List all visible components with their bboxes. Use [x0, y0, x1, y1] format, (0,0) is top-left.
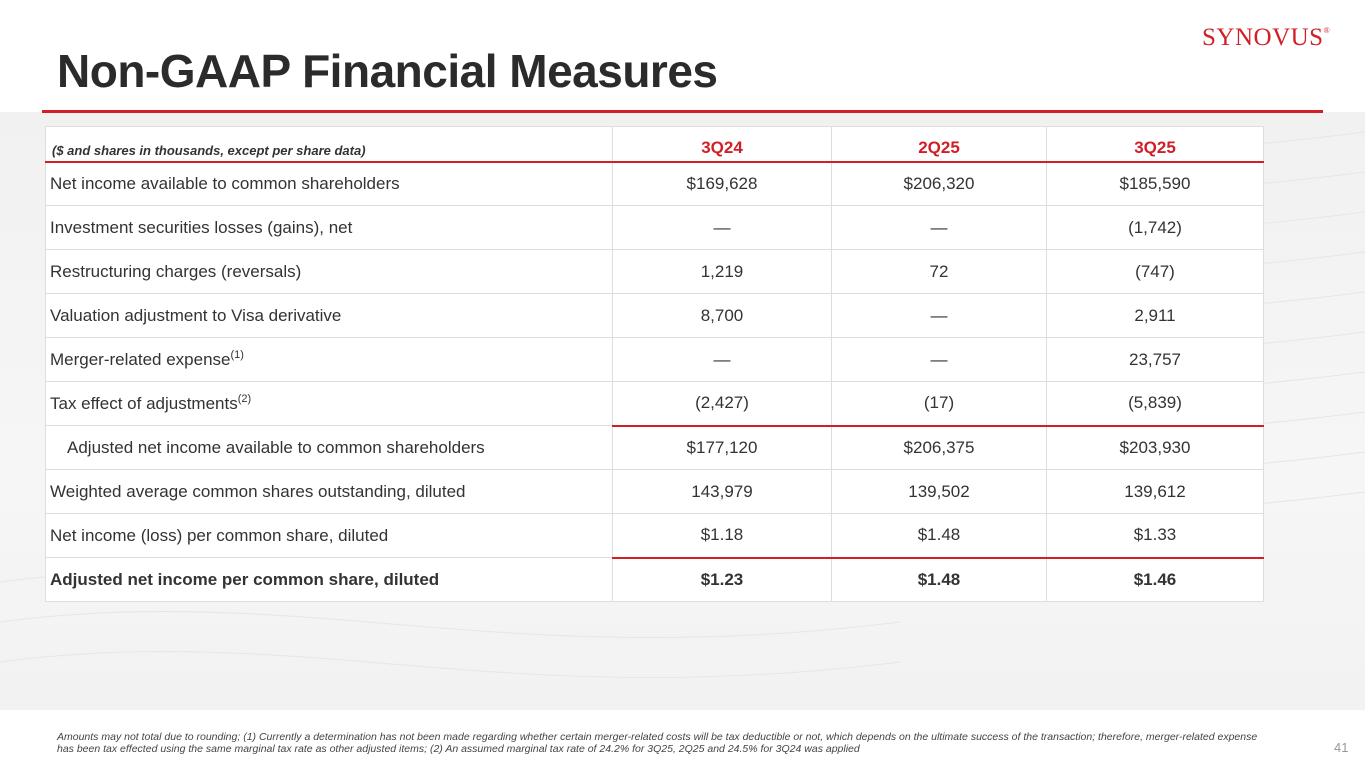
row-label: [46, 558, 613, 602]
table-row: [46, 162, 1264, 206]
cell-value: 139,612: [1047, 470, 1264, 514]
synovus-logo: [1202, 24, 1330, 52]
financial-table-container: [45, 126, 1263, 602]
row-label: [46, 206, 613, 250]
row-label: [46, 250, 613, 294]
cell-value: 2,911: [1047, 294, 1264, 338]
column-header: 3Q24: [613, 127, 832, 162]
cell-value: $1.48: [832, 514, 1047, 558]
row-label-text: Merger-related expense: [50, 349, 231, 369]
cell-value: (5,839): [1047, 382, 1264, 426]
table-header-row: [46, 127, 1264, 162]
table-row: [46, 470, 1264, 514]
cell-value: $1.23: [613, 558, 832, 602]
table-row: [46, 206, 1264, 250]
cell-value: $177,120: [613, 426, 832, 470]
table-row: [46, 338, 1264, 382]
cell-value: 1,219: [613, 250, 832, 294]
footnote-marker: (1): [230, 348, 244, 361]
row-label: [46, 470, 613, 514]
table-row: [46, 514, 1264, 558]
cell-value: $206,375: [832, 426, 1047, 470]
cell-value: 143,979: [613, 470, 832, 514]
footnote-text: Amounts may not total due to rounding; (1) Currently a determination has not been made regarding whether certain merger-related costs will be tax deductible or not, which depends on the ultimate success of the transaction; therefore, merger-related expense has been tax effected using the same marginal tax rate as other adjusted items; (2) An assumed marginal tax rate of 24.2% for 3Q25, 2Q25 and 24.5% for 3Q24 was applied: [57, 731, 1258, 755]
non-gaap-table: [45, 126, 1264, 602]
cell-value: —: [832, 294, 1047, 338]
cell-value: 72: [832, 250, 1047, 294]
column-header: 2Q25: [832, 127, 1047, 162]
cell-value: —: [613, 206, 832, 250]
cell-value: (1,742): [1047, 206, 1264, 250]
table-row: [46, 382, 1264, 426]
row-label-text: Tax effect of adjustments: [50, 393, 238, 413]
row-label: [46, 162, 613, 206]
column-header: 3Q25: [1047, 127, 1264, 162]
cell-value: 23,757: [1047, 338, 1264, 382]
table-row: [46, 294, 1264, 338]
row-label: [46, 426, 613, 470]
header-units-label: ($ and shares in thousands, except per share data): [46, 127, 613, 162]
page-number: 41: [1334, 740, 1349, 755]
cell-value: $1.46: [1047, 558, 1264, 602]
cell-value: $185,590: [1047, 162, 1264, 206]
row-label-text: Net income (loss) per common share, diluted: [50, 525, 389, 545]
table-row-subtotal: [46, 426, 1264, 470]
cell-value: $1.48: [832, 558, 1047, 602]
table-row-total: [46, 558, 1264, 602]
cell-value: (17): [832, 382, 1047, 426]
row-label-text: Investment securities losses (gains), net: [50, 217, 353, 237]
cell-value: $206,320: [832, 162, 1047, 206]
row-label-text: Weighted average common shares outstanding, diluted: [50, 481, 466, 501]
title-divider: [42, 110, 1323, 113]
table-row: [46, 250, 1264, 294]
row-label-text: Net income available to common shareholders: [50, 173, 400, 193]
logo-text: SYNOVUS: [1202, 24, 1324, 51]
row-label-text: Restructuring charges (reversals): [50, 261, 302, 281]
cell-value: $203,930: [1047, 426, 1264, 470]
footnote-marker: (2): [237, 392, 252, 405]
row-label: [46, 338, 613, 382]
registered-mark: ®: [1323, 26, 1331, 35]
cell-value: (747): [1047, 250, 1264, 294]
cell-value: $1.33: [1047, 514, 1264, 558]
row-label-text: Adjusted net income available to common shareholders: [67, 437, 485, 457]
cell-value: —: [832, 338, 1047, 382]
row-label: [46, 294, 613, 338]
cell-value: $169,628: [613, 162, 832, 206]
cell-value: —: [613, 338, 832, 382]
row-label: [46, 514, 613, 558]
cell-value: 139,502: [832, 470, 1047, 514]
row-label-text: Valuation adjustment to Visa derivative: [50, 305, 342, 325]
cell-value: —: [832, 206, 1047, 250]
cell-value: 8,700: [613, 294, 832, 338]
cell-value: $1.18: [613, 514, 832, 558]
cell-value: (2,427): [613, 382, 832, 426]
row-label-text: Adjusted net income per common share, diluted: [50, 569, 440, 589]
row-label: [46, 382, 613, 426]
slide-title: Non-GAAP Financial Measures: [57, 45, 718, 97]
